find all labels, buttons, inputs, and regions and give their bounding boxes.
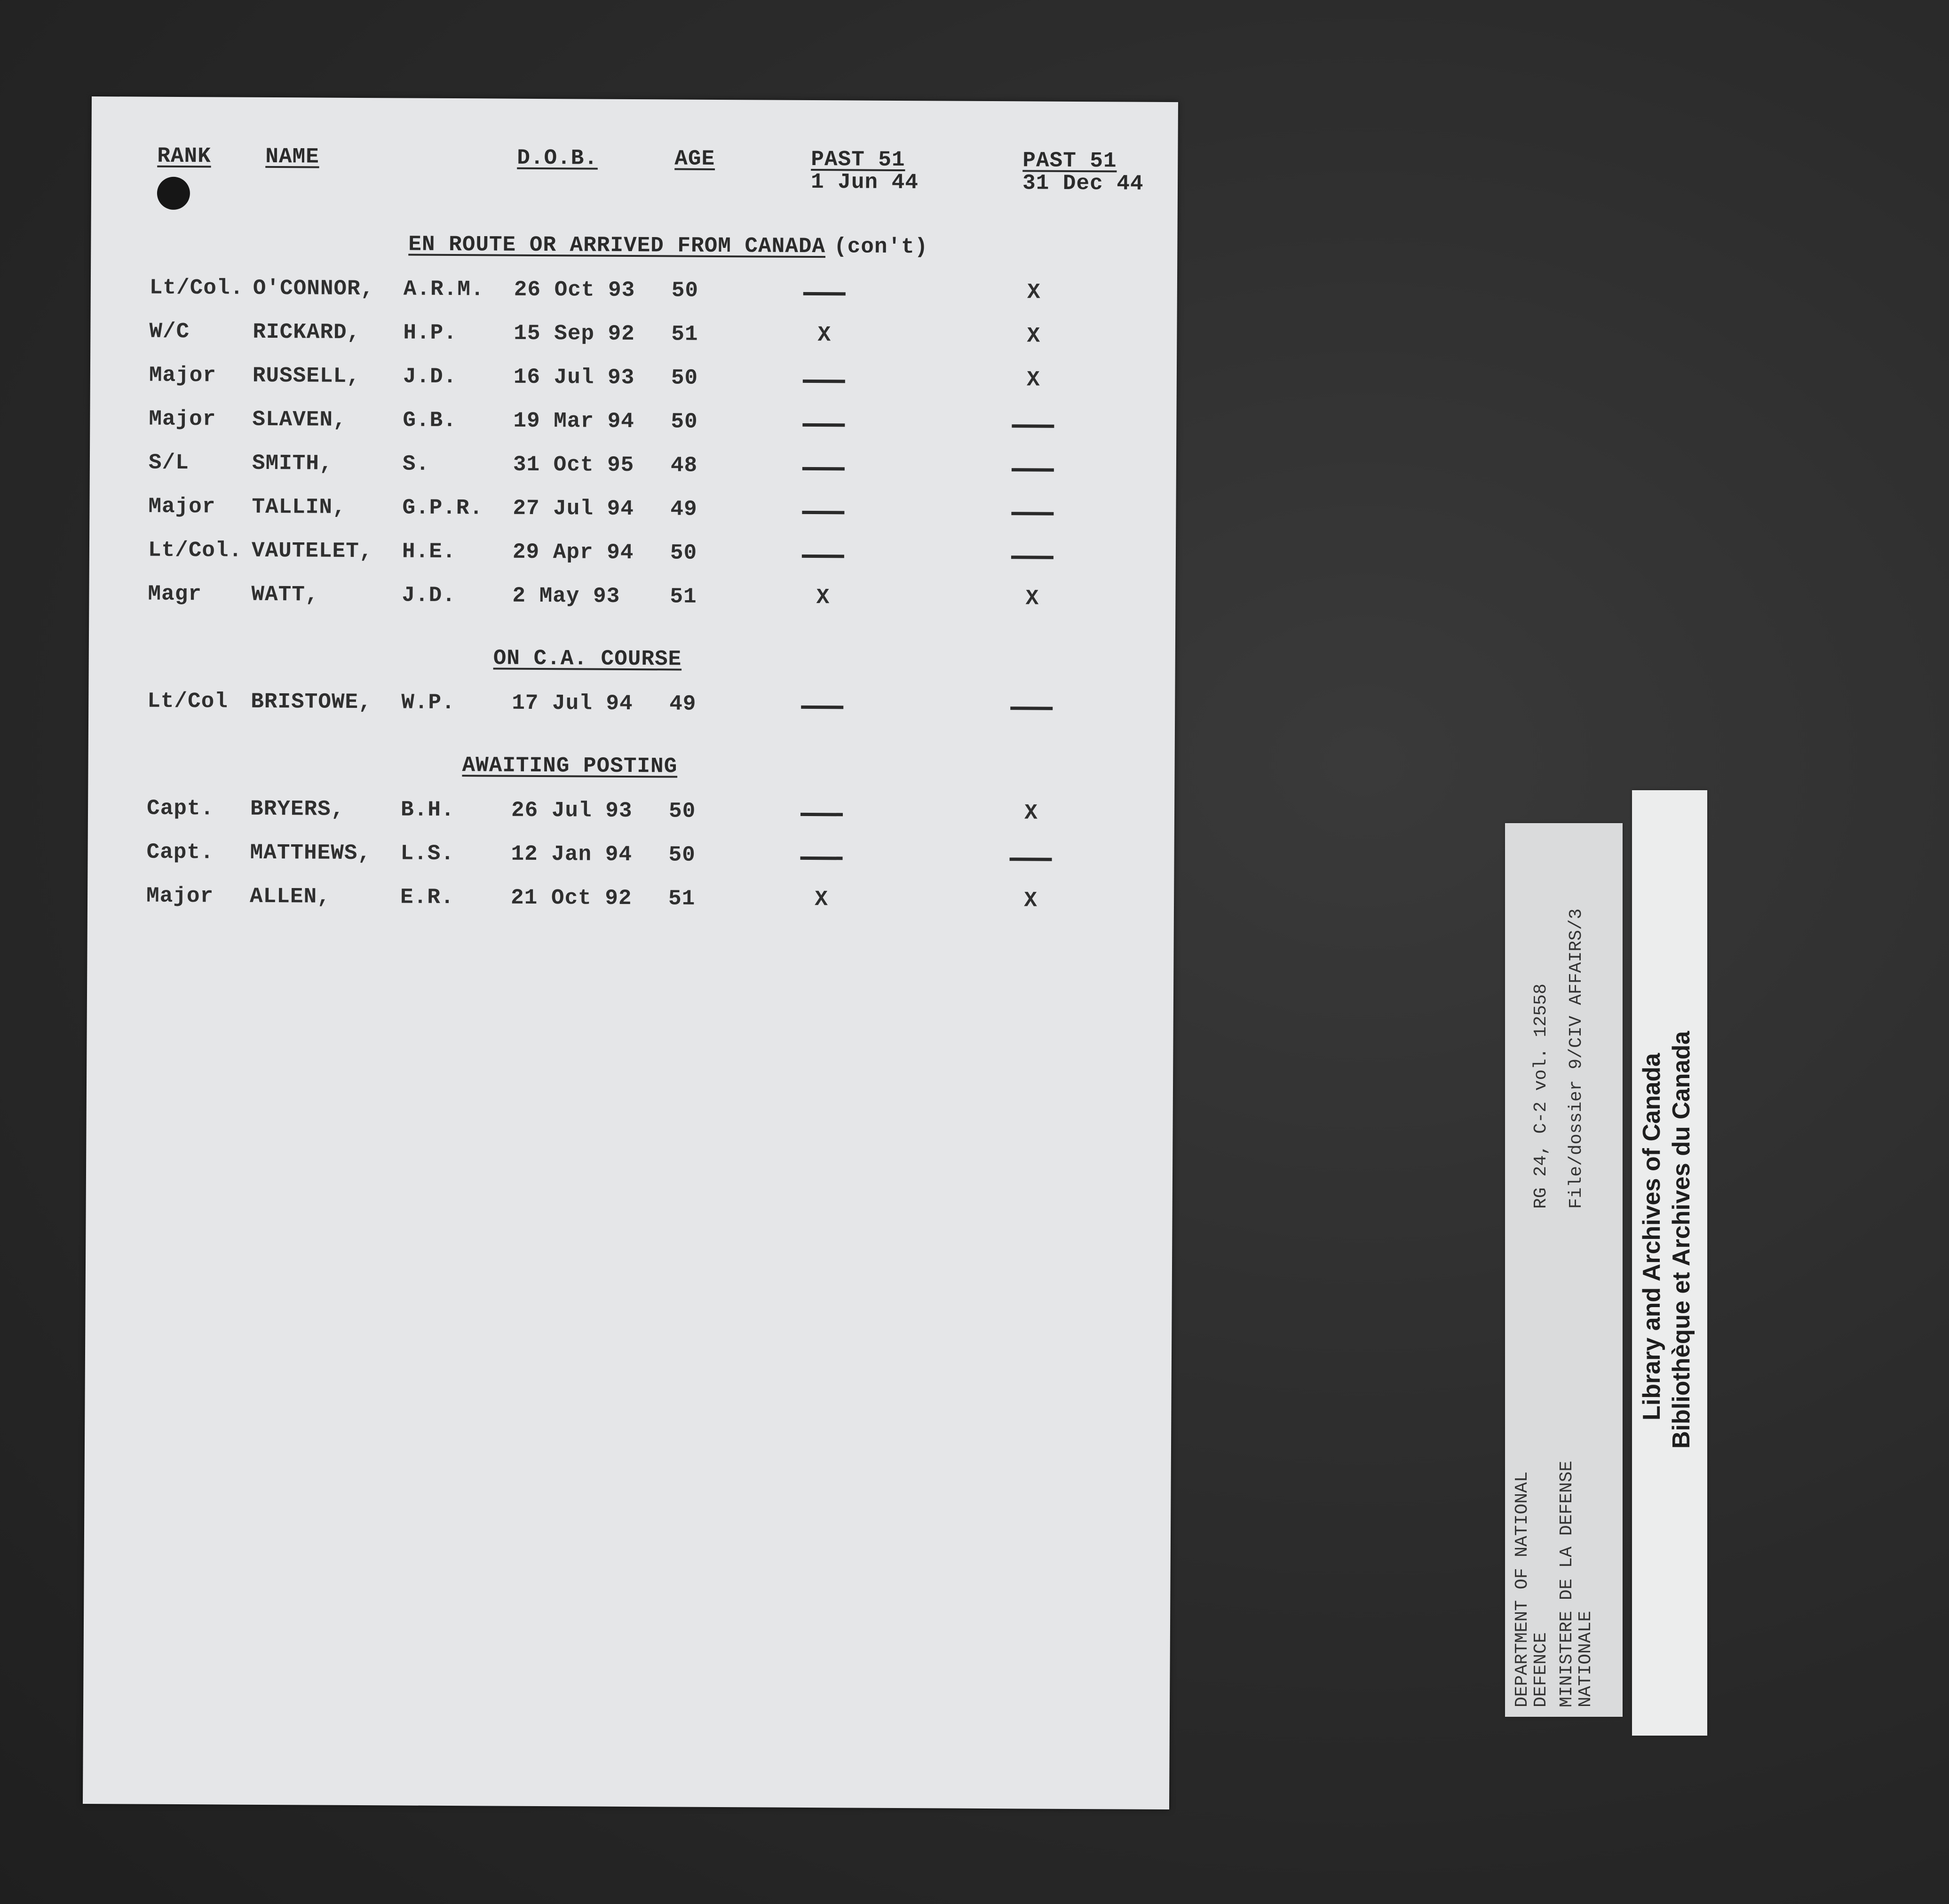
header-past-1-date: 1 Jun 44 bbox=[810, 170, 919, 195]
cell-dob: 21 Oct 92 bbox=[510, 885, 632, 911]
cell-rank: Lt/Col. bbox=[149, 275, 244, 301]
cell-dob: 31 Oct 95 bbox=[513, 452, 634, 478]
cell-past2-mark: X bbox=[1024, 801, 1038, 825]
cell-dob: 19 Mar 94 bbox=[513, 408, 634, 434]
cell-past2-dash bbox=[1010, 706, 1053, 710]
archive-dept-fr-2: NATIONALE bbox=[1576, 1610, 1596, 1707]
cell-rank: Major bbox=[148, 494, 216, 519]
cell-initials: J.D. bbox=[403, 364, 457, 389]
section-title-text: AWAITING POSTING bbox=[462, 753, 678, 779]
cell-surname: VAUTELET, bbox=[251, 538, 373, 564]
section-title bbox=[408, 232, 928, 260]
cell-age: 50 bbox=[670, 540, 697, 565]
cell-initials: G.P.R. bbox=[402, 495, 483, 521]
section-title-text: ON C.A. COURSE bbox=[493, 646, 682, 672]
cell-past1-dash bbox=[801, 706, 843, 709]
document-page bbox=[83, 96, 1178, 1809]
cell-age: 49 bbox=[669, 691, 697, 716]
cell-rank: W/C bbox=[149, 319, 190, 344]
header-age: AGE bbox=[674, 146, 715, 171]
table-row bbox=[90, 450, 1176, 484]
cell-past2-dash bbox=[1012, 424, 1054, 428]
cell-dob: 16 Jul 93 bbox=[513, 365, 635, 390]
archive-label bbox=[1505, 823, 1623, 1717]
header-past-1: PAST 51 bbox=[811, 147, 905, 173]
cell-age: 51 bbox=[671, 322, 698, 347]
archive-dept-en-1: DEPARTMENT OF NATIONAL bbox=[1512, 1471, 1532, 1707]
cell-rank: Lt/Col. bbox=[148, 538, 243, 563]
cell-past1-dash bbox=[803, 292, 846, 295]
cell-dob: 27 Jul 94 bbox=[513, 496, 634, 522]
cell-surname: SMITH, bbox=[252, 451, 333, 476]
cell-initials: A.R.M. bbox=[403, 277, 484, 302]
cell-past1-mark: X bbox=[816, 585, 830, 610]
section-title-suffix: (con't) bbox=[833, 234, 928, 260]
cell-past2-mark: X bbox=[1026, 367, 1040, 392]
lac-label-en: Library and Archives of Canada bbox=[1638, 1053, 1665, 1420]
cell-past2-dash bbox=[1011, 555, 1054, 559]
cell-initials: W.P. bbox=[401, 690, 455, 715]
cell-initials: G.B. bbox=[403, 408, 457, 433]
archive-ref-1: RG 24, C-2 vol. 12558 bbox=[1531, 984, 1551, 1209]
table-row bbox=[88, 796, 1174, 830]
table-row bbox=[88, 689, 1175, 722]
cell-age: 50 bbox=[671, 365, 698, 390]
cell-dob: 12 Jan 94 bbox=[511, 841, 633, 867]
cell-age: 50 bbox=[671, 278, 699, 303]
cell-surname: ALLEN, bbox=[249, 884, 331, 909]
cell-rank: Lt/Col bbox=[147, 689, 229, 714]
cell-age: 50 bbox=[671, 409, 698, 434]
table-row bbox=[90, 319, 1177, 353]
cell-age: 51 bbox=[668, 886, 696, 911]
section-title-text: EN ROUTE OR ARRIVED FROM CANADA bbox=[408, 232, 826, 259]
cell-past2-mark: X bbox=[1027, 324, 1040, 349]
table-row bbox=[87, 883, 1174, 917]
cell-dob: 2 May 93 bbox=[512, 583, 620, 609]
cell-rank: Major bbox=[146, 883, 214, 909]
cell-dob: 29 Apr 94 bbox=[512, 539, 634, 565]
cell-rank: Capt. bbox=[146, 840, 214, 865]
cell-surname: SLAVEN, bbox=[252, 407, 347, 432]
table-row bbox=[89, 494, 1176, 528]
cell-surname: RICKARD, bbox=[253, 319, 361, 345]
cell-past1-dash bbox=[802, 511, 844, 514]
cell-rank: Capt. bbox=[146, 796, 214, 821]
cell-past1-dash bbox=[802, 423, 845, 427]
header-rank: RANK bbox=[157, 143, 211, 169]
cell-past2-dash bbox=[1010, 857, 1052, 861]
cell-surname: TALLIN, bbox=[252, 494, 346, 520]
section-title bbox=[493, 646, 682, 671]
section-title bbox=[462, 753, 677, 778]
cell-initials: S. bbox=[402, 452, 430, 476]
header-dob: D.O.B. bbox=[517, 145, 598, 171]
cell-surname: BRISTOWE, bbox=[251, 689, 372, 715]
cell-age: 51 bbox=[670, 584, 697, 609]
cell-age: 50 bbox=[668, 842, 696, 867]
cell-surname: RUSSELL, bbox=[252, 363, 360, 389]
table-row bbox=[89, 581, 1175, 615]
cell-dob: 15 Sep 92 bbox=[514, 321, 635, 347]
table-row bbox=[89, 538, 1176, 571]
cell-initials: B.H. bbox=[400, 797, 455, 823]
cell-age: 50 bbox=[668, 799, 696, 824]
cell-dob: 26 Oct 93 bbox=[514, 277, 635, 303]
archive-ref-2: File/dossier 9/CIV AFFAIRS/3 bbox=[1566, 908, 1586, 1209]
cell-past2-dash bbox=[1011, 512, 1054, 515]
archive-dept-en-2: DEFENCE bbox=[1531, 1632, 1551, 1707]
table-row bbox=[87, 840, 1174, 873]
cell-past2-mark: X bbox=[1024, 888, 1038, 913]
cell-surname: BRYERS, bbox=[250, 796, 345, 822]
cell-past1-dash bbox=[802, 467, 845, 470]
cell-rank: Magr bbox=[148, 581, 202, 607]
header-past-2: PAST 51 bbox=[1022, 148, 1117, 174]
cell-past2-mark: X bbox=[1027, 280, 1040, 305]
cell-surname: WATT, bbox=[251, 582, 319, 607]
cell-past1-mark: X bbox=[815, 887, 828, 912]
lac-label bbox=[1632, 790, 1707, 1736]
cell-initials: H.E. bbox=[402, 539, 456, 564]
cell-dob: 17 Jul 94 bbox=[512, 690, 633, 716]
archive-dept-fr-1: MINISTERE DE LA DEFENSE bbox=[1557, 1460, 1577, 1707]
header-past-2-date: 31 Dec 44 bbox=[1022, 171, 1144, 196]
table-row bbox=[90, 363, 1177, 397]
table-row bbox=[91, 275, 1177, 309]
punch-hole bbox=[157, 177, 190, 210]
cell-past1-dash bbox=[800, 857, 843, 860]
cell-initials: H.P. bbox=[403, 320, 457, 346]
cell-age: 48 bbox=[670, 453, 698, 478]
cell-past1-dash bbox=[800, 813, 843, 816]
cell-past2-dash bbox=[1012, 468, 1054, 471]
cell-rank: Major bbox=[149, 363, 217, 388]
cell-past1-dash bbox=[803, 380, 845, 383]
cell-past1-dash bbox=[802, 555, 844, 558]
cell-initials: L.S. bbox=[400, 841, 455, 866]
cell-initials: J.D. bbox=[402, 583, 456, 608]
cell-past1-mark: X bbox=[817, 323, 831, 348]
table-row bbox=[90, 406, 1176, 440]
header-name: NAME bbox=[265, 144, 319, 169]
cell-rank: Major bbox=[149, 406, 216, 432]
cell-past2-mark: X bbox=[1025, 586, 1039, 611]
cell-rank: S/L bbox=[148, 450, 189, 476]
cell-dob: 26 Jul 93 bbox=[511, 798, 633, 824]
cell-surname: O'CONNOR, bbox=[253, 276, 374, 301]
cell-surname: MATTHEWS, bbox=[250, 840, 372, 866]
lac-label-fr: Bibliothèque et Archives du Canada bbox=[1668, 1031, 1695, 1449]
cell-age: 49 bbox=[670, 497, 697, 522]
cell-initials: E.R. bbox=[400, 885, 454, 910]
